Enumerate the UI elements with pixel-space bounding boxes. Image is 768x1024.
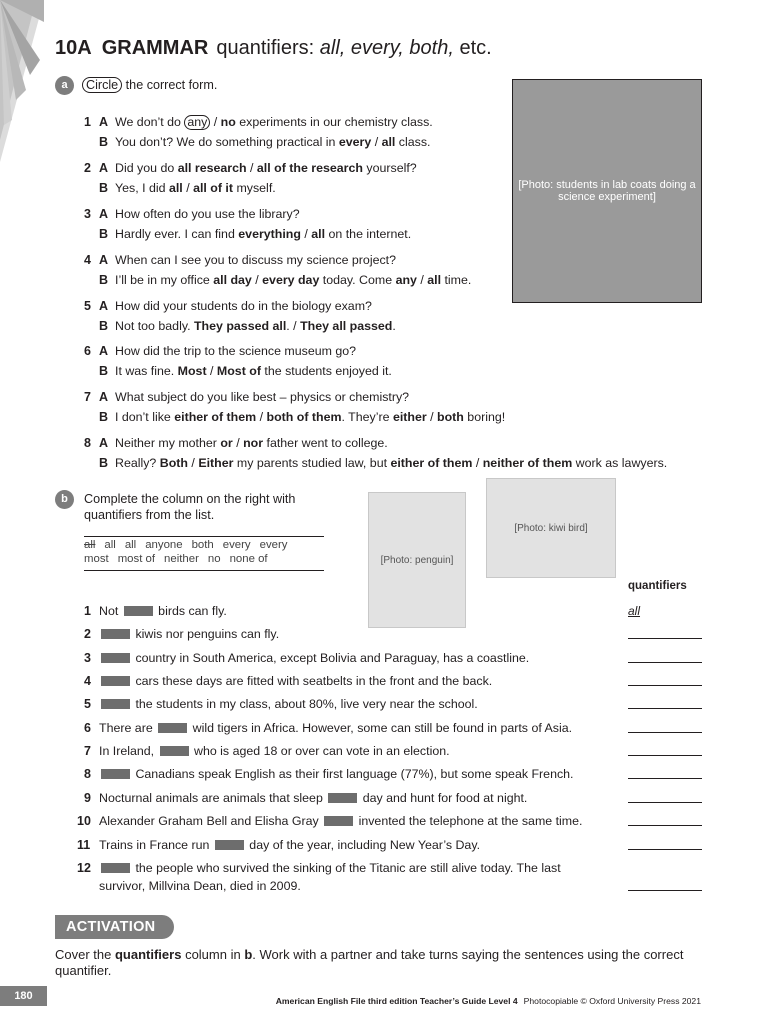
speaker-b: B [99, 456, 109, 470]
circle-word: Circle [82, 77, 122, 93]
word-list-item: every [222, 539, 251, 551]
dialogue-line-b [115, 273, 471, 287]
speaker-a: A [99, 115, 109, 129]
page-title [55, 37, 492, 60]
line-text: father went to college. [263, 436, 388, 450]
line-text: the students enjoyed it. [260, 364, 392, 378]
item-number: 7 [84, 390, 91, 404]
sentence [99, 791, 527, 805]
word-list-item: anyone [145, 539, 183, 551]
sentence [99, 814, 582, 828]
sentence [99, 604, 227, 618]
option: all day [213, 273, 252, 287]
line-text: today. Come [319, 273, 396, 287]
option: either [392, 410, 427, 424]
dialogue-line-a [115, 299, 372, 313]
answer-line[interactable] [628, 732, 702, 733]
item-number: 3 [84, 651, 91, 665]
activation-bold-2: b [244, 947, 253, 962]
option: They passed all [193, 319, 287, 333]
word-list-top-rule [84, 536, 324, 537]
answer-line[interactable] [628, 778, 702, 779]
part-b-instruction-line2: quantifiers from the list. [84, 508, 215, 522]
item-number: 5 [84, 299, 91, 313]
line-text: / [371, 135, 382, 149]
word-list-row1 [84, 539, 296, 551]
section-name: GRAMMAR [101, 37, 209, 59]
line-text: / [187, 456, 199, 470]
line-text: . [392, 319, 396, 333]
gap-blank [101, 769, 130, 779]
sentence-end: day and hunt for food at night. [359, 791, 528, 805]
page-number: 180 [0, 986, 47, 1006]
line-text: Yes, I did [115, 181, 169, 195]
item-number: 3 [84, 207, 91, 221]
dialogue-line-b [115, 181, 276, 195]
answer-line[interactable] [628, 662, 702, 663]
word-list-item: all [104, 539, 116, 551]
sentence-end: country in South America, except Bolivia and Paraguay, has a coastline. [132, 651, 530, 665]
speaker-a: A [99, 436, 109, 450]
dialogue-line-a [115, 436, 388, 450]
item-number: 4 [84, 253, 91, 267]
line-text: / [206, 364, 217, 378]
dialogue-line-a [115, 161, 417, 175]
option: all [381, 135, 396, 149]
speaker-b: B [99, 410, 109, 424]
sentence-end: wild tigers in Africa. However, some can still be found in parts of Asia. [189, 721, 573, 735]
example-answer: all [628, 604, 641, 618]
quantifiers-column-heading: quantifiers [628, 580, 687, 592]
footer-copyright: Photocopiable © Oxford University Press 2021 [523, 996, 701, 1006]
line-text: How often do you use the library? [115, 207, 300, 221]
item-number: 8 [84, 436, 91, 450]
speaker-b: B [99, 273, 109, 287]
dialogue-line-b [115, 364, 392, 378]
activation-text-2: column in [181, 947, 245, 962]
gap-blank [215, 840, 244, 850]
line-text: work as lawyers. [572, 456, 668, 470]
sentence-end: kiwis nor penguins can fly. [132, 627, 280, 641]
speaker-a: A [99, 344, 109, 358]
line-text: Did you do [115, 161, 178, 175]
footer [276, 996, 701, 1006]
word-list-item: most [84, 553, 109, 565]
speaker-a: A [99, 161, 109, 175]
line-text: Not too badly. [115, 319, 194, 333]
word-list-item: both [191, 539, 214, 551]
sentence [99, 697, 478, 711]
word-list-item: most of [117, 553, 156, 565]
line-text: What subject do you like best – physics or chemistry? [115, 390, 410, 404]
item-number: 7 [84, 744, 91, 758]
sentence-end: invented the telephone at the same time. [355, 814, 583, 828]
sentence-start: Not [99, 604, 122, 618]
line-text: my parents studied law, but [233, 456, 391, 470]
sentence-end: who is aged 18 or over can vote in an election. [190, 744, 450, 758]
line-text: Hardly ever. I can find [115, 227, 239, 241]
line-text: boring! [463, 410, 506, 424]
dialogue-line-a [115, 207, 300, 221]
kiwi-photo-label: [Photo: kiwi bird] [514, 522, 588, 534]
option: either of them [390, 456, 473, 470]
item-number: 6 [84, 721, 91, 735]
sentence-end: Canadians speak English as their first language (77%), but some speak French. [132, 767, 574, 781]
gap-blank [101, 863, 130, 873]
option: Most [177, 364, 207, 378]
answer-line[interactable] [628, 638, 702, 639]
option: all [311, 227, 326, 241]
word-list-item: none of [229, 553, 268, 565]
line-text: / [426, 410, 438, 424]
option: either of them [174, 410, 257, 424]
dialogue-line-b [115, 410, 505, 424]
answer-line[interactable] [628, 890, 702, 891]
option: Either [198, 456, 234, 470]
option: all [168, 181, 183, 195]
dialogue-line-a [115, 115, 433, 130]
subtitle-end: etc. [453, 37, 492, 59]
dialogue-line-b [115, 319, 396, 333]
option: or [220, 436, 233, 450]
line-text: . They’re [341, 410, 393, 424]
answer-line[interactable] [628, 685, 702, 686]
part-b-badge: b [55, 490, 74, 509]
part-a-instruction [82, 77, 217, 93]
sentence-end: the people who survived the sinking of the Titanic are still alive today. The last [132, 861, 561, 875]
kiwi-photo [486, 478, 616, 578]
line-text: How did your students do in the biology exam? [115, 299, 372, 313]
line-text: / [472, 456, 483, 470]
title-subtitle [216, 37, 491, 59]
sentence-continuation: survivor, Millvina Dean, died in 2009. [99, 879, 301, 893]
penguin-photo [368, 492, 466, 628]
gap-blank [158, 723, 187, 733]
gap-blank [101, 676, 130, 686]
penguin-photo-label: [Photo: penguin] [380, 554, 454, 566]
item-number: 2 [84, 161, 91, 175]
speaker-a: A [99, 299, 109, 313]
lesson-code: 10A [55, 37, 92, 59]
word-list-row2 [84, 553, 277, 565]
dialogue-line-a [115, 390, 409, 404]
dialogue-line-a [115, 253, 396, 267]
speaker-b: B [99, 227, 109, 241]
item-number: 11 [77, 838, 91, 852]
line-text: time. [441, 273, 472, 287]
activation-bold-1: quantifiers [114, 947, 182, 962]
line-text: . / [286, 319, 301, 333]
option: all of the research [256, 161, 363, 175]
speaker-b: B [99, 364, 109, 378]
dialogue-line-b [115, 227, 411, 241]
gap-blank [160, 746, 189, 756]
line-text: When can I see you to discuss my science project? [115, 253, 396, 267]
sentence-end: day of the year, including New Year’s Day. [245, 838, 481, 852]
activation-text [55, 947, 705, 979]
gap-blank [124, 606, 153, 616]
dialogue-line-b [115, 135, 430, 149]
word-list-item: every [259, 539, 288, 551]
gap-blank [328, 793, 357, 803]
part-a-badge: a [55, 76, 74, 95]
line-text: / [256, 410, 267, 424]
word-list-item: all [124, 539, 137, 551]
dialogue-line-a [115, 344, 356, 358]
part-b-instruction [84, 491, 295, 523]
item-number: 4 [84, 674, 91, 688]
sentence [99, 744, 450, 758]
corner-decoration [0, 0, 50, 165]
word-list-item: no [207, 553, 221, 565]
item-number: 10 [77, 814, 91, 828]
line-text: class. [395, 135, 431, 149]
word-list-item: all [84, 539, 96, 551]
option: every [338, 135, 372, 149]
sentence [99, 838, 480, 852]
sentence-end: cars these days are fitted with seatbelts in the front and the back. [132, 674, 493, 688]
line-text: It was fine. [115, 364, 178, 378]
option: all [427, 273, 442, 287]
item-number: 8 [84, 767, 91, 781]
answer-line[interactable] [628, 708, 702, 709]
circled-option: any [184, 115, 210, 130]
sentence [99, 651, 529, 665]
item-number: 6 [84, 344, 91, 358]
item-number: 12 [77, 861, 91, 875]
activation-label: ACTIVATION [55, 915, 174, 939]
gap-blank [101, 653, 130, 663]
speaker-a: A [99, 390, 109, 404]
footer-book: American English File third edition Teacher’s Guide Level 4 [275, 996, 518, 1006]
lab-photo [512, 79, 702, 303]
line-text: / [251, 273, 263, 287]
line-text: / [246, 161, 257, 175]
subtitle-italic: all, every, both, [319, 37, 454, 59]
option: nor [243, 436, 264, 450]
instruction-text: the correct form. [122, 78, 218, 92]
word-list-bottom-rule [84, 570, 324, 571]
dialogue-line-b [115, 456, 667, 470]
item-number: 9 [84, 791, 91, 805]
option: Most of [216, 364, 261, 378]
option: no [220, 115, 236, 129]
gap-blank [324, 816, 353, 826]
option: all research [177, 161, 247, 175]
option: Both [159, 456, 188, 470]
option: any [395, 273, 417, 287]
sentence-start: Alexander Graham Bell and Elisha Gray [99, 814, 323, 828]
answer-line[interactable] [628, 849, 702, 850]
line-text: Neither my mother [115, 436, 221, 450]
item-number: 1 [84, 604, 91, 618]
option: every day [262, 273, 320, 287]
sentence-start: In Ireland, [99, 744, 158, 758]
speaker-b: B [99, 181, 109, 195]
sentence [99, 861, 561, 875]
option: all of it [193, 181, 234, 195]
gap-blank [101, 699, 130, 709]
gap-blank [101, 629, 130, 639]
speaker-a: A [99, 253, 109, 267]
line-text: / [300, 227, 312, 241]
line-text: on the internet. [325, 227, 412, 241]
option: both of them [266, 410, 342, 424]
line-text: I don’t like [115, 410, 175, 424]
sentence [99, 767, 573, 781]
speaker-b: B [99, 319, 109, 333]
line-text: / [416, 273, 428, 287]
line-text: experiments in our chemistry class. [235, 115, 433, 129]
line-text: / [182, 181, 194, 195]
sentence-start: Trains in France run [99, 838, 213, 852]
option: They all passed [300, 319, 393, 333]
option: neither of them [482, 456, 573, 470]
line-text: / [210, 115, 221, 129]
answer-line[interactable] [628, 802, 702, 803]
sentence-start: Nocturnal animals are animals that sleep [99, 791, 327, 805]
line-text: Really? [115, 456, 160, 470]
speaker-a: A [99, 207, 109, 221]
speaker-b: B [99, 135, 109, 149]
line-text: myself. [233, 181, 276, 195]
item-number: 5 [84, 697, 91, 711]
item-number: 2 [84, 627, 91, 641]
sentence [99, 674, 492, 688]
activation-text-3: . Work with a partner and take turns saying the sentences using the correct quantifier. [55, 947, 684, 978]
sentence-end: the students in my class, about 80%, live very near the school. [132, 697, 478, 711]
option: everything [238, 227, 301, 241]
option: both [437, 410, 464, 424]
part-b-instruction-line1: Complete the column on the right with [84, 492, 296, 506]
sentence-end: birds can fly. [154, 604, 227, 618]
subtitle-text: quantifiers: [216, 37, 320, 59]
sentence-start: There are [99, 721, 157, 735]
answer-line[interactable] [628, 755, 702, 756]
sentence [99, 721, 572, 735]
activation-text-1: Cover the [55, 947, 115, 962]
word-list-item: neither [164, 553, 199, 565]
line-text: You don’t? We do something practical in [115, 135, 339, 149]
line-text: yourself? [362, 161, 417, 175]
answer-line[interactable] [628, 825, 702, 826]
line-text: How did the trip to the science museum go? [115, 344, 357, 358]
line-text: / [232, 436, 244, 450]
lab-photo-label: [Photo: students in lab coats doing a science experiment] [518, 179, 696, 203]
sentence [99, 627, 279, 641]
line-text: We don’t do [115, 115, 185, 129]
item-number: 1 [84, 115, 91, 129]
line-text: I’ll be in my office [115, 273, 214, 287]
